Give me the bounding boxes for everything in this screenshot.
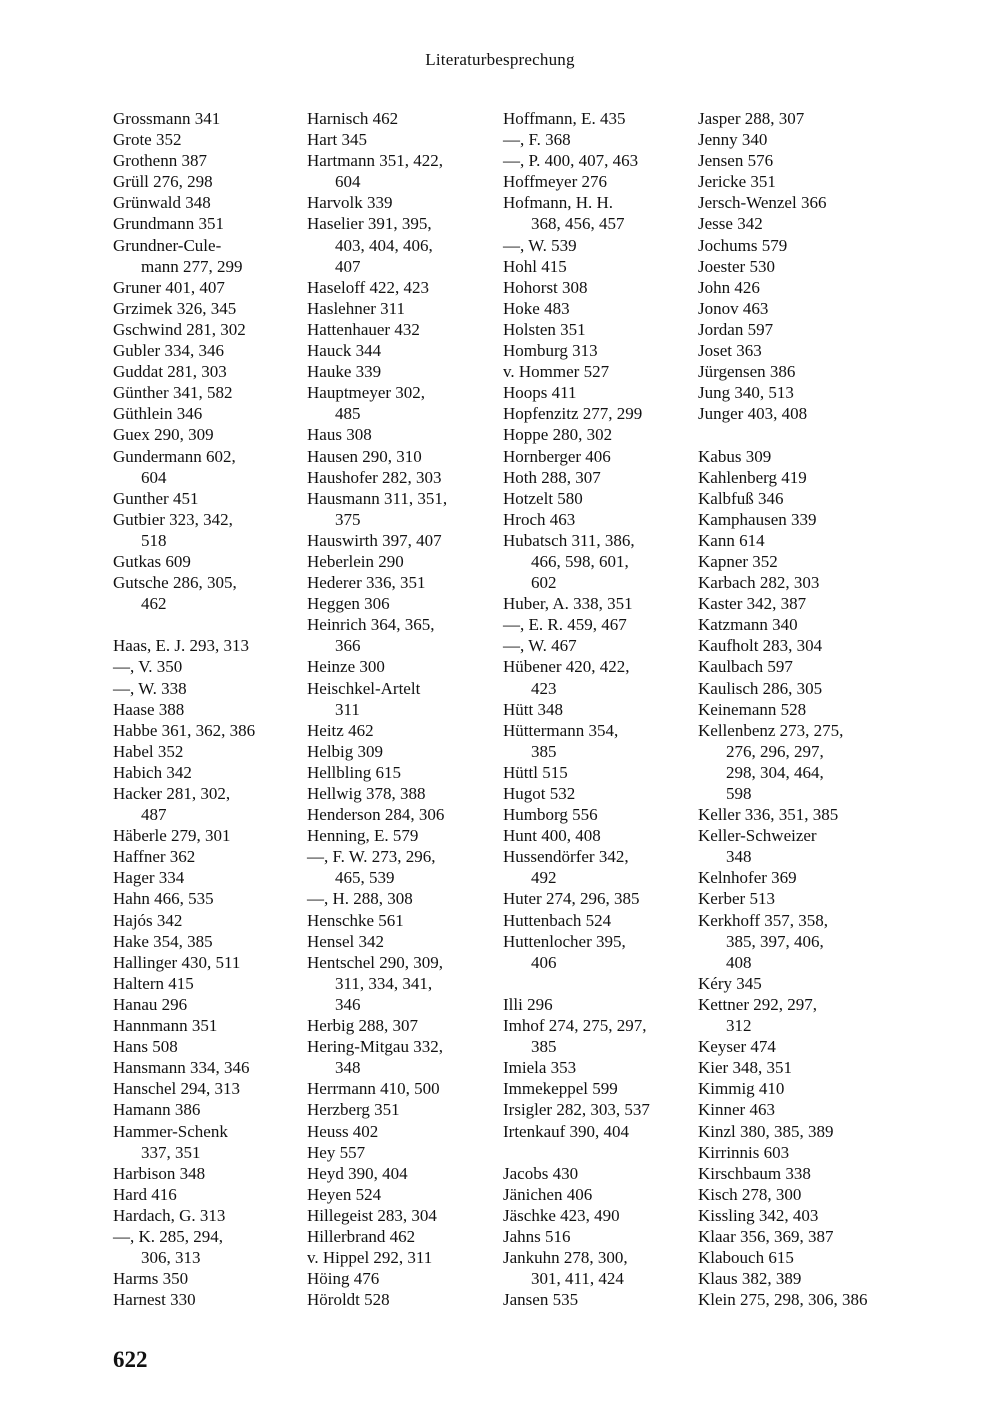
index-entry: Hoops 411 (503, 383, 577, 403)
index-entry: Hausmann 311, 351, (307, 488, 448, 508)
index-entry: Heitz 462 (307, 720, 374, 740)
index-entry: Huttenbach 524 (503, 910, 612, 930)
index-entry: Hroch 463 (503, 509, 576, 529)
index-entry: Hammer-Schenk (113, 1121, 228, 1141)
index-entry: Hunt 400, 408 (503, 826, 601, 846)
index-entry: Hopfenzitz 277, 299 (503, 404, 643, 424)
index-entry: Irsigler 282, 303, 537 (503, 1100, 650, 1120)
index-entry: Hohl 415 (503, 256, 567, 276)
index-entry-continuation: 346 (335, 994, 361, 1014)
index-entry-continuation: 598 (726, 784, 752, 803)
index-entry: Hart 345 (307, 130, 367, 150)
index-entry: Hattenhauer 432 (307, 319, 420, 339)
index-entry: Guddat 281, 303 (113, 362, 227, 382)
index-entry: Kinzl 380, 385, 389 (698, 1121, 834, 1141)
index-entry: Grüll 276, 298 (113, 172, 213, 192)
index-entry: Hubatsch 311, 386, (503, 530, 635, 550)
index-entry-continuation: 408 (726, 952, 752, 972)
index-entry: Hensel 342 (307, 931, 384, 951)
index-entry: Haas, E. J. 293, 313 (113, 636, 249, 656)
index-entry: Kettner 292, 297, (698, 994, 817, 1014)
index-entry: Gschwind 281, 302 (113, 319, 246, 339)
index-entry: Gutbier 323, 342, (113, 509, 233, 529)
index-entry: Hans 508 (113, 1037, 178, 1057)
index-entry: Haushofer 282, 303 (307, 467, 442, 487)
index-entry: Homburg 313 (503, 341, 598, 361)
index-entry: Keinemann 528 (698, 699, 807, 719)
index-entry: Hacker 281, 302, (113, 784, 231, 803)
index-entry: Imhof 274, 275, 297, (503, 1016, 647, 1036)
index-entry: Haffner 362 (113, 847, 196, 867)
index-entry: Hartmann 351, 422, (307, 151, 443, 171)
index-entry: Hey 557 (307, 1142, 366, 1162)
index-entry: Imiela 353 (503, 1058, 577, 1078)
index-entry: Hotzelt 580 (503, 488, 583, 508)
index-entry: Hake 354, 385 (113, 931, 213, 951)
index-entry: Hallinger 430, 511 (113, 952, 241, 972)
index-entry: —, K. 285, 294, (113, 1226, 224, 1246)
index-entry: Hanau 296 (113, 994, 188, 1014)
index-entry: Jesse 342 (698, 214, 763, 234)
index-entry: Heggen 306 (307, 594, 390, 614)
index-entry: —, H. 288, 308 (307, 889, 413, 909)
index-entry-continuation: mann 277, 299 (141, 256, 243, 276)
index-entry: Jänichen 406 (503, 1184, 593, 1204)
index-entry-continuation: 348 (335, 1058, 361, 1078)
index-entry: Henderson 284, 306 (307, 805, 445, 825)
index-entry: Hohorst 308 (503, 277, 588, 297)
index-entry: Kissling 342, 403 (698, 1205, 819, 1225)
index-entry: Kelnhofer 369 (698, 868, 797, 888)
index-entry: Hannmann 351 (113, 1016, 218, 1036)
index-entry-continuation: 492 (531, 868, 557, 888)
index-entry-continuation: 485 (335, 404, 361, 424)
index-entry-continuation: 312 (726, 1016, 752, 1036)
index-entry: —, W. 539 (503, 235, 577, 255)
index-entry: Kalbfuß 346 (698, 488, 784, 508)
index-entry: Heyen 524 (307, 1184, 382, 1204)
index-entry: Kéry 345 (698, 973, 762, 993)
index-entry-continuation: 375 (335, 509, 361, 529)
index-entry: Hauswirth 397, 407 (307, 530, 442, 550)
index-entry: Haase 388 (113, 699, 185, 719)
index-entry: Habich 342 (113, 762, 192, 782)
index-entry: Hamann 386 (113, 1100, 201, 1120)
index-entry: Jung 340, 513 (698, 383, 794, 403)
index-entry-continuation: 385 (531, 741, 557, 761)
index-entry: Heinrich 364, 365, (307, 615, 435, 635)
index-entry: Kimmig 410 (698, 1079, 785, 1099)
index-entry: Jürgensen 386 (698, 362, 796, 382)
index-entry: Kirrinnis 603 (698, 1142, 790, 1162)
index-entry: —, E. R. 459, 467 (503, 615, 627, 635)
index-entry: Hillegeist 283, 304 (307, 1205, 437, 1225)
index-entry: Klabouch 615 (698, 1248, 794, 1268)
index-entry: Hanschel 294, 313 (113, 1079, 241, 1099)
index-entry: Gruner 401, 407 (113, 277, 225, 297)
index-entry: Grzimek 326, 345 (113, 298, 237, 318)
index-entry: Heischkel-Artelt (307, 678, 421, 698)
index-entry: Grünwald 348 (113, 193, 211, 213)
index-entry: Klein 275, 298, 306, 386 (698, 1290, 868, 1310)
index-entry: Jäschke 423, 490 (503, 1205, 620, 1225)
index-column-3 (503, 108, 683, 1310)
index-entry: Kerber 513 (698, 889, 775, 909)
index-entry-continuation: 301, 411, 424 (531, 1269, 624, 1289)
index-entry: Hentschel 290, 309, (307, 952, 443, 972)
index-entry: Gutsche 286, 305, (113, 573, 237, 593)
index-entry: Haltern 415 (113, 973, 194, 993)
index-entry: Grote 352 (113, 130, 182, 150)
index-entry: Hansmann 334, 346 (113, 1058, 250, 1078)
index-entry: Kapner 352 (698, 551, 778, 571)
index-entry: Hauptmeyer 302, (307, 383, 426, 403)
section-gap (698, 424, 891, 445)
index-entry-continuation: 487 (141, 805, 167, 825)
index-entry: Gutkas 609 (113, 551, 191, 571)
index-entry-continuation: 518 (141, 530, 167, 550)
index-entry: Haus 308 (307, 425, 372, 445)
index-entry: Habel 352 (113, 741, 184, 761)
index-entry: Helbig 309 (307, 741, 384, 761)
index-entry: Herrmann 410, 500 (307, 1079, 440, 1099)
index-entry: Huttenlocher 395, (503, 931, 626, 951)
index-entry-continuation: 407 (335, 256, 361, 276)
index-entry: Kellenbenz 273, 275, (698, 720, 844, 740)
section-gap (503, 973, 683, 994)
index-entry-continuation: 466, 598, 601, (531, 551, 629, 571)
index-entry: Haseloff 422, 423 (307, 277, 429, 297)
index-entry: —, F. W. 273, 296, (307, 847, 436, 867)
index-entry: Höroldt 528 (307, 1290, 390, 1310)
index-entry: Klaus 382, 389 (698, 1269, 802, 1289)
index-entry-continuation: 465, 539 (335, 868, 395, 888)
index-entry: Habbe 361, 362, 386 (113, 720, 256, 740)
index-entry: Harnisch 462 (307, 109, 399, 128)
index-entry: —, P. 400, 407, 463 (503, 151, 639, 171)
index-entry: Herbig 288, 307 (307, 1016, 418, 1036)
index-entry: Höing 476 (307, 1269, 380, 1289)
index-entry: Hüttermann 354, (503, 720, 619, 740)
index-entry-continuation: 462 (141, 594, 167, 614)
index-entry: Illi 296 (503, 994, 553, 1014)
index-entry: Holsten 351 (503, 319, 586, 339)
index-entry-continuation: 403, 404, 406, (335, 235, 433, 255)
index-entry: Kisch 278, 300 (698, 1184, 802, 1204)
index-entry: Hornberger 406 (503, 446, 611, 466)
index-entry: —, V. 350 (113, 657, 183, 677)
index-entry: Günther 341, 582 (113, 383, 233, 403)
index-entry: Hussendörfer 342, (503, 847, 629, 867)
index-entry-continuation: 337, 351 (141, 1142, 201, 1162)
index-entry: Hoffmann, E. 435 (503, 109, 626, 128)
index-entry: Jankuhn 278, 300, (503, 1248, 628, 1268)
index-entry: Henning, E. 579 (307, 826, 419, 846)
index-entry: Hauke 339 (307, 362, 382, 382)
section-gap (113, 614, 293, 635)
index-entry: Hard 416 (113, 1184, 177, 1204)
page-number: 622 (113, 1347, 148, 1372)
index-entry: Harms 350 (113, 1269, 189, 1289)
index-entry: Kamphausen 339 (698, 509, 817, 529)
index-entry-continuation: 311 (335, 699, 360, 719)
index-entry: Hoffmeyer 276 (503, 172, 608, 192)
index-entry: Herzberg 351 (307, 1100, 400, 1120)
index-entry: Keller 336, 351, 385 (698, 805, 839, 825)
index-entry: Karbach 282, 303 (698, 573, 820, 593)
index-column-4 (698, 108, 891, 1310)
index-entry: Hoke 483 (503, 298, 570, 318)
index-entry: Jonov 463 (698, 298, 769, 318)
index-entry: Grothenn 387 (113, 151, 207, 171)
index-entry: Hager 334 (113, 868, 185, 888)
index-entry: Jansen 535 (503, 1290, 579, 1310)
index-entry: Hahn 466, 535 (113, 889, 214, 909)
index-entry: Kerkhoff 357, 358, (698, 910, 828, 930)
index-entry: Gundermann 602, (113, 446, 236, 466)
index-entry: Hardach, G. 313 (113, 1205, 226, 1225)
index-entry: Jahns 516 (503, 1226, 571, 1246)
index-entry: Keller-Schweizer (698, 826, 817, 846)
index-entry: Grundner-Cule- (113, 235, 222, 255)
index-entry: Harnest 330 (113, 1290, 196, 1310)
index-entry: Henschke 561 (307, 910, 404, 930)
index-entry: Gunther 451 (113, 488, 199, 508)
index-entry: v. Hippel 292, 311 (307, 1248, 433, 1268)
index-entry: Güthlein 346 (113, 404, 203, 424)
index-entry: Hugot 532 (503, 784, 576, 803)
index-entry: Heuss 402 (307, 1121, 379, 1141)
index-entry: Harvolk 339 (307, 193, 393, 213)
index-entry: Jersch-Wenzel 366 (698, 193, 827, 213)
index-entry: Jochums 579 (698, 235, 788, 255)
index-entry: Jericke 351 (698, 172, 776, 192)
index-entry: Kaufholt 283, 304 (698, 636, 823, 656)
index-entry: Joester 530 (698, 256, 775, 276)
index-entry-continuation: 423 (531, 678, 557, 698)
index-entry-continuation: 311, 334, 341, (335, 973, 433, 993)
index-entry: —, W. 467 (503, 636, 577, 656)
index-entry: —, W. 338 (113, 678, 187, 698)
index-entry: v. Hommer 527 (503, 362, 610, 382)
index-entry-continuation: 348 (726, 847, 752, 867)
index-entry: Häberle 279, 301 (113, 826, 231, 846)
index-entry: Kier 348, 351 (698, 1058, 792, 1078)
index-entry: Heberlein 290 (307, 551, 404, 571)
index-entry: Klaar 356, 369, 387 (698, 1226, 834, 1246)
index-entry: Hering-Mitgau 332, (307, 1037, 443, 1057)
index-entry: Irtenkauf 390, 404 (503, 1121, 630, 1141)
index-entry: Kahlenberg 419 (698, 467, 807, 487)
index-entry: Huter 274, 296, 385 (503, 889, 640, 909)
index-entry: Hauck 344 (307, 341, 382, 361)
index-entry-continuation: 306, 313 (141, 1248, 201, 1268)
index-entry: Jensen 576 (698, 151, 774, 171)
index-entry: Hübener 420, 422, (503, 657, 630, 677)
index-entry-continuation: 385, 397, 406, (726, 931, 824, 951)
index-entry: Junger 403, 408 (698, 404, 808, 424)
index-entry: Gubler 334, 346 (113, 341, 224, 361)
index-entry-continuation: 406 (531, 952, 557, 972)
index-entry: Haselier 391, 395, (307, 214, 432, 234)
index-entry: Harbison 348 (113, 1163, 206, 1183)
running-header: Literaturbesprechung (425, 50, 575, 69)
index-entry: Hellbling 615 (307, 762, 401, 782)
index-entry: Katzmann 340 (698, 615, 798, 635)
index-entry-continuation: 385 (531, 1037, 557, 1057)
index-entry-continuation: 604 (141, 467, 167, 487)
index-entry: Guex 290, 309 (113, 425, 214, 445)
index-entry: Hellwig 378, 388 (307, 784, 426, 803)
index-entry-continuation: 602 (531, 573, 557, 593)
index-entry: Heinze 300 (307, 657, 385, 677)
index-entry: Hofmann, H. H. (503, 193, 614, 213)
index-entry: Kirschbaum 338 (698, 1163, 811, 1183)
index-entry: Hederer 336, 351 (307, 573, 426, 593)
index-entry: Jordan 597 (698, 319, 774, 339)
index-entry: Huber, A. 338, 351 (503, 594, 633, 614)
index-entry: John 426 (698, 277, 760, 297)
index-entry: Grundmann 351 (113, 214, 224, 234)
index-entry: Joset 363 (698, 341, 762, 361)
index-entry: Grossmann 341 (113, 109, 221, 128)
index-entry: Immekeppel 599 (503, 1079, 618, 1099)
index-entry: —, F. 368 (503, 130, 571, 150)
index-entry: Jenny 340 (698, 130, 768, 150)
index-entry: Haslehner 311 (307, 298, 406, 318)
index-entry: Hoppe 280, 302 (503, 425, 613, 445)
index-entry: Keyser 474 (698, 1037, 776, 1057)
section-gap (503, 1142, 683, 1163)
index-entry: Hoth 288, 307 (503, 467, 601, 487)
index-entry: Kaster 342, 387 (698, 594, 807, 614)
index-entry: Hillerbrand 462 (307, 1226, 416, 1246)
index-entry: Heyd 390, 404 (307, 1163, 408, 1183)
index-entry: Jacobs 430 (503, 1163, 579, 1183)
index-entry: Hajós 342 (113, 910, 183, 930)
index-entry-continuation: 368, 456, 457 (531, 214, 625, 234)
index-entry: Humborg 556 (503, 805, 598, 825)
index-entry: Kaulbach 597 (698, 657, 793, 677)
index-entry: Hausen 290, 310 (307, 446, 422, 466)
index-entry: Kaulisch 286, 305 (698, 678, 823, 698)
index-entry: Hüttl 515 (503, 762, 568, 782)
index-column-2 (307, 108, 487, 1310)
index-entry-continuation: 366 (335, 636, 361, 656)
index-entry: Kabus 309 (698, 446, 772, 466)
index-entry-continuation: 604 (335, 172, 361, 192)
index-entry-continuation: 298, 304, 464, (726, 762, 824, 782)
index-column-1 (113, 108, 293, 1310)
index-entry: Kinner 463 (698, 1100, 775, 1120)
index-entry-continuation: 276, 296, 297, (726, 741, 824, 761)
index-entry: Jasper 288, 307 (698, 109, 805, 128)
index-entry: Kann 614 (698, 530, 765, 550)
index-entry: Hütt 348 (503, 699, 563, 719)
